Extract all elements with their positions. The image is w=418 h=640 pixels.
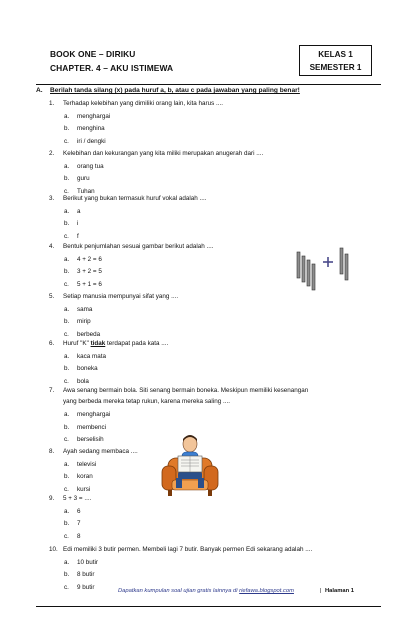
right-sticks-group: [340, 248, 348, 280]
newspaper-icon: [178, 456, 202, 472]
option-letter: a.: [64, 559, 70, 567]
option-text: koran: [77, 473, 93, 481]
question-number: 5.: [49, 293, 55, 300]
option-text: membenci: [77, 423, 107, 431]
question-number: 8.: [49, 448, 55, 455]
option-text: 5 + 1 = 6: [77, 280, 102, 288]
option-letter: a.: [64, 256, 70, 264]
option-letter: a.: [64, 208, 70, 216]
footer-divider: [36, 606, 381, 607]
option-letter: c.: [64, 435, 69, 443]
class-semester-box: [299, 45, 372, 76]
question-text: Setiap manusia mempunyai sifat yang ....: [63, 293, 179, 300]
option-text: boneka: [77, 365, 98, 373]
question-text: Awa senang bermain bola. Siti senang bermain boneka. Meskipun memiliki kesenangan: [63, 387, 309, 394]
option-letter: c.: [64, 187, 69, 195]
option-text: berselisih: [77, 435, 104, 443]
option-letter: b.: [64, 520, 70, 528]
question-text: yang berbeda mereka tetap rukun, karena mereka saling ....: [63, 398, 230, 406]
sticks-addition-illustration: [296, 246, 358, 296]
page-number: Halaman 1: [325, 588, 354, 594]
option-text: i: [77, 220, 79, 228]
option-letter: c.: [64, 137, 69, 145]
option-text: Tuhan: [77, 187, 95, 195]
page-footer: [0, 588, 418, 600]
option-text: 8: [77, 532, 81, 540]
question-text: Bentuk penjumlahan sesuai gambar berikut adalah ....: [63, 243, 214, 250]
question-number: 2.: [49, 150, 55, 157]
question-number: 6.: [49, 340, 55, 347]
class-label: KELAS 1: [318, 50, 353, 59]
stick: [302, 256, 305, 282]
question-text: Edi memiliki 3 butir permen. Membeli lagi 7 butir. Banyak permen Edi sekarang adalah ....: [63, 546, 313, 553]
worksheet-header: [50, 42, 372, 82]
stick: [340, 248, 343, 274]
option-letter: a.: [64, 163, 70, 171]
question-text: Terhadap kelebihan yang dimiliki orang lain, kita harus ....: [63, 100, 223, 107]
option-letter: c.: [64, 485, 69, 493]
option-letter: a.: [64, 306, 70, 314]
option-text: iri / dengki: [77, 137, 106, 145]
option-text: guru: [77, 175, 90, 183]
option-letter: c.: [64, 232, 69, 240]
question-text: Kelebihan dan kekurangan yang kita miliki merupakan anugerah dari ....: [63, 150, 264, 157]
instruction-text: Berilah tanda silang (x) pada huruf a, b, atau c pada jawaban yang paling benar!: [50, 87, 300, 94]
question-text: 5 + 3 = ....: [63, 495, 92, 502]
question-number: 9.: [49, 495, 55, 502]
section-label: A.: [36, 87, 43, 94]
option-letter: a.: [64, 508, 70, 516]
man-reading-newspaper-illustration: [160, 432, 220, 500]
question-text: Berikut yang bukan termasuk huruf vokal adalah ....: [63, 195, 207, 202]
option-letter: a.: [64, 113, 70, 121]
book-title: BOOK ONE – DIRIKU: [50, 49, 136, 59]
option-text: berbeda: [77, 330, 101, 338]
footer-separator: |: [320, 588, 322, 594]
left-sticks-group: [297, 252, 315, 290]
question-text: Ayah sedang membaca ....: [63, 448, 138, 455]
option-text: 8 butir: [77, 571, 95, 579]
option-letter: b.: [64, 318, 70, 326]
option-text: 3 + 2 = 5: [77, 268, 102, 276]
question-text-part: Huruf "K": [63, 340, 91, 347]
option-text: orang tua: [77, 163, 104, 171]
option-letter: c.: [64, 330, 69, 338]
stick: [297, 252, 300, 278]
option-text: kursi: [77, 485, 91, 493]
plus-sign-icon: [323, 257, 333, 267]
option-letter: b.: [64, 365, 70, 373]
question-number: 7.: [49, 387, 55, 394]
option-letter: c.: [64, 377, 69, 385]
option-text: mirip: [77, 318, 91, 326]
option-letter: a.: [64, 353, 70, 361]
question-text-part: terdapat pada kata ....: [105, 340, 169, 347]
question-number: 1.: [49, 100, 55, 107]
option-text: a: [77, 208, 81, 216]
option-letter: c.: [64, 532, 69, 540]
footer-text: Dapatkan kumpulan soal ujian gratis lainnya di: [118, 588, 240, 594]
footer-link[interactable]: riefawa.blogspot.com: [239, 588, 294, 594]
option-letter: b.: [64, 473, 70, 481]
header-divider: [36, 84, 381, 85]
option-letter: c.: [64, 280, 69, 288]
semester-label: SEMESTER 1: [309, 63, 362, 72]
chapter-title: CHAPTER. 4 – AKU ISTIMEWA: [50, 63, 174, 73]
option-text: televisi: [77, 461, 97, 469]
option-letter: b.: [64, 268, 70, 276]
option-text: menghargai: [77, 411, 111, 419]
option-letter: b.: [64, 175, 70, 183]
option-letter: c.: [64, 583, 69, 591]
stick: [307, 260, 310, 286]
option-text: f: [77, 232, 79, 240]
option-text: 4 + 2 = 6: [77, 256, 102, 264]
option-text: 6: [77, 508, 81, 516]
option-letter: b.: [64, 423, 70, 431]
stick: [312, 264, 315, 290]
option-text: menghargai: [77, 113, 111, 121]
option-text: sama: [77, 306, 93, 314]
footer-promo: [118, 588, 294, 594]
option-text: kaca mata: [77, 353, 107, 361]
option-letter: b.: [64, 220, 70, 228]
question-number: 4.: [49, 243, 55, 250]
option-text: bola: [77, 377, 89, 385]
option-letter: a.: [64, 461, 70, 469]
option-text: menghina: [77, 125, 105, 133]
option-letter: b.: [64, 571, 70, 579]
option-letter: b.: [64, 125, 70, 133]
option-letter: a.: [64, 411, 70, 419]
option-text: 7: [77, 520, 81, 528]
question-text-emphasis: tidak: [90, 340, 106, 347]
option-text: 9 butir: [77, 583, 95, 591]
question-number: 3.: [49, 195, 55, 202]
question-text: [63, 340, 168, 347]
question-number: 10.: [49, 546, 58, 553]
stick: [345, 254, 348, 280]
option-text: 10 butir: [77, 559, 99, 567]
